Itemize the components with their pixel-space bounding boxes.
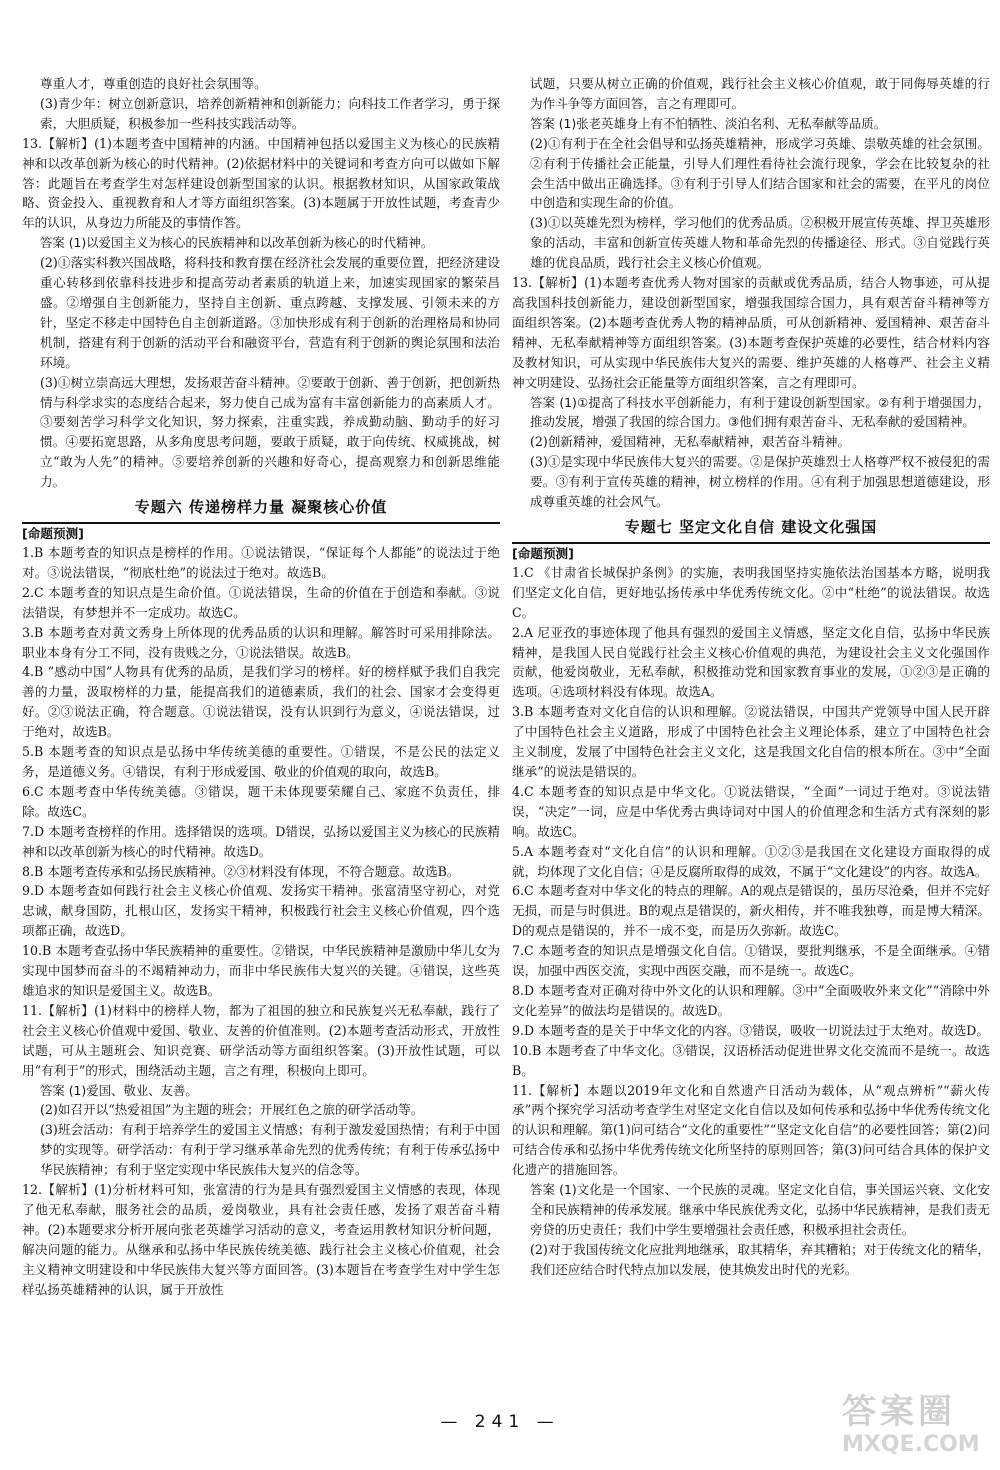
question-paragraph: 11.【解析】本题以2019年文化和自然遗产日活动为载体，从“观点辨析”“薪火传承”两个探究学习活动考查学生对坚定文化自信以及如何传承和弘扬中华优秀传统文化的认识和理解。第(1)问可结合“文化的重要性”“坚定文化自信”的必要性回答；第(2)问可结合传承和弘扬中华优秀传统文化所坚持的原则回答；第(3)问可结合具体的保护文化遗产的措施回答。 [512, 1082, 990, 1178]
indented-paragraph: 尊重人才，尊重创造的良好社会氛围等。 [40, 76, 267, 91]
question-paragraph: 5.A 本题考查对“文化自信”的认识和理解。①②③是我国在文化建设方面取得的成就，均体现了文化自信；④是反腐所取得的成效，不属于“文化建设”的内容。故选A。 [512, 843, 990, 879]
question-paragraph: 2.A 尼亚孜的事迹体现了他具有强烈的爱国主义情感，坚定文化自信，弘扬中华民族精神，是我国人民自觉践行社会主义核心价值观的典范，为建设社会主义文化强国作贡献，他爱岗敬业，无私奉献，积极推动党和国家教育事业的发展，①②③是正确的选项。④选项材料没有体现。故选A。 [512, 624, 990, 700]
section-heading: 专题六 传递榜样力量 凝聚核心价值 [134, 498, 388, 517]
answer-paragraph: 答案 (1)文化是一个国家、一个民族的灵魂。坚定文化自信，事关国运兴衰、文化安全和民族精神的传承发展。继承中华民族优秀文化，弘扬中华民族精神，是我们责无旁贷的历史责任；我们中学生要增强社会责任感，积极承担社会责任。 [530, 1182, 990, 1237]
watermark-logo [842, 1392, 990, 1464]
right-column [512, 74, 990, 1280]
answer-paragraph: 答案 (1)爱国、敬业、友善。 [40, 1082, 198, 1098]
indented-paragraph: 试题，只要从树立正确的价值观，践行社会主义核心价值观，敢于同侮辱英雄的行为作斗争等方面回答，言之有理即可。 [530, 76, 990, 111]
indented-paragraph: (3)①树立崇高远大理想，发扬艰苦奋斗精神。②要敢于创新、善于创新，把创新热情与科学求实的态度结合起来，努力使自己成为富有丰富创新能力的高素质人才。③要刻苦学习科学文化知识，努力探索，注重实践，养成勤动脑、勤动手的好习惯。④要拓宽思路，从多角度思考问题，要敢于质疑，敢于向传统、权威挑战，树立“敢为人先”的精神。⑤要培养创新的兴趣和好奇心，提高观察力和创新思维能力。 [40, 374, 500, 490]
question-paragraph: 3.B 本题考查对黄文秀身上所体现的优秀品质的认识和理解。解答时可采用排除法。职业本身有分工不同，没有贵贱之分，①说法错误。故选B。 [22, 624, 500, 660]
watermark-top-text: 答案圈 [842, 1392, 956, 1432]
question-paragraph: 13.【解析】(1)本题考查优秀人物对国家的贡献或优秀品质，结合人物事迹，可从提高我国科技创新能力，建设创新型国家，增强我国综合国力，具有艰苦奋斗精神等方面组织答案。(2)本题考查优秀人物的精神品质，可从创新精神、爱国精神、艰苦奋斗精神、无私奉献精神等方面组织答案。(3)本题考查保护英雄的必要性，结合材料内容及教材知识，可从实现中华民族伟大复兴的需要、维护英雄的人格尊严、社会主义精神文明建设、弘扬社会正能量等方面组织答案，言之有理即可。 [512, 275, 990, 390]
indented-paragraph: (2)对于我国传统文化应批判地继承，取其精华，弃其糟粕；对于传统文化的精华，我们还应结合时代特点加以发展，使其焕发出时代的光彩。 [530, 1241, 990, 1277]
indented-paragraph: (2)①有利于在全社会倡导和弘扬英雄精神，形成学习英雄、崇敬英雄的社会氛围。②有利于传播社会正能量，引导人们理性看待社会流行现象，学会在比较复杂的社会生活中做出正确选择。③有利于引导人们结合国家和社会的需要，在平凡的岗位中创造和实现生命的价值。 [530, 135, 990, 211]
question-paragraph: 1.B 本题考查的知识点是榜样的作用。①说法错误，“保证每个人都能”的说法过于绝对。③说法错误，“彻底杜绝”的说法过于绝对。故选B。 [22, 545, 500, 580]
question-paragraph: 4.B “感动中国”人物具有优秀的品质，是我们学习的榜样。好的榜样赋予我们自我完善的力量，汲取榜样的力量，能提高我们的道德素质，我们的社会、国家才会变得更好。②③说法正确，符合题意。①说法错误，没有认识到行为意义，④说法错误，过于绝对，故选B。 [22, 664, 500, 740]
question-paragraph: 12.【解析】(1)分析材料可知，张富清的行为是具有强烈爱国主义情感的表现，体现了他无私奉献，服务社会的品质，爱岗敬业，具有社会责任感，发扬了艰苦奋斗精神。(2)本题要求分析开展向张老英雄学习活动的意义，考查运用教材知识分析问题，解决问题的能力。从继承和弘扬中华民族传统美德、践行社会主义核心价值观，社会主义精神文明建设和中华民族伟大复兴等方面回答。(3)本题旨在考查学生对中学生怎样弘扬英雄精神的认识，属于开放性 [22, 1182, 500, 1297]
subsection-label: [命题预测] [512, 542, 990, 563]
answer-paragraph: 答案 (1)张老英雄身上有不怕牺牲、淡泊名利、无私奉献等品质。 [530, 115, 887, 131]
question-paragraph: 6.C 本题考查中华传统美德。③错误，题干未体现要荣耀自己、家庭不负责任，排除。故选C。 [22, 783, 500, 819]
indented-paragraph: (2)创新精神，爱国精神，无私奉献精神，艰苦奋斗精神。 [530, 434, 851, 450]
question-paragraph: 7.C 本题考查的知识点是增强文化自信。①错误，要批判继承，不是全面继承。④错误，加强中西医交流，实现中西医交融，而不是统一。故选C。 [512, 943, 990, 979]
indented-paragraph: (3)班会活动：有利于培养学生的爱国主义情感；有利于激发爱国热情；有利于中国梦的实现等。研学活动：有利于学习继承革命先烈的优秀传统；有利于传承弘扬中华民族精神；有利于坚定实现中华民族伟大复兴的信念等。 [40, 1122, 500, 1178]
watermark-bottom-text: MXQE.COM [842, 1432, 980, 1457]
answer-paragraph: 答案 (1)①提高了科技水平创新能力，有利于建设创新型国家。②有利于增强国力，推动发展，增强了我国的综合国力。③他们拥有艰苦奋斗、无私奉献的爱国精神。 [530, 394, 990, 430]
question-paragraph: 3.B 本题考查对文化自信的认识和理解。②说法错误，中国共产党领导中国人民开辟了中国特色社会主义道路，形成了中国特色社会主义理论体系，建立了中国特色社会主义制度，发展了中国特色社会主义文化，这是我国文化自信的根本所在。③中“全面继承”的说法是错误的。 [512, 704, 990, 779]
question-paragraph: 11.【解析】(1)材料中的榜样人物，都为了祖国的独立和民族复兴无私奉献，践行了社会主义核心价值观中爱国、敬业、友善的价值准则。(2)本题考查活动形式，开放性试题，可从主题班会、知识竞赛、研学活动等方面组织答案。(3)开放性试题，可以用“有利于”的形式，围绕活动主题，言之有理，积极向上即可。 [22, 1002, 500, 1078]
page-number: — 241 — [440, 1412, 560, 1432]
section-heading: 专题七 坚定文化自信 建设文化强国 [624, 517, 878, 536]
indented-paragraph: (2)①落实科教兴国战略，将科技和教育摆在经济社会发展的重要位置，把经济建设重心转移到依靠科技进步和提高劳动者素质的轨道上来，加速实现国家的繁荣昌盛。②增强自主创新能力，坚持自主创新、重点跨越、支撑发展、引领未来的方针，坚定不移走中国特色自主创新道路。③加快形成有利于创新的治理格局和协同机制，搭建有利于创新的活动平台和融资平台，营造有利于创新的舆论氛围和法治环境。 [40, 255, 500, 370]
question-paragraph: 2.C 本题考查的知识点是生命价值。①说法错误，生命的价值在于创造和奉献。③说法错误，有梦想并不一定成功。故选C。 [22, 584, 500, 620]
indented-paragraph: (3)青少年：树立创新意识，培养创新精神和创新能力；向科技工作者学习，勇于探索，大胆质疑，积极参加一些科技实践活动等。 [40, 95, 500, 131]
question-paragraph: 13.【解析】(1)本题考查中国精神的内涵。中国精神包括以爱国主义为核心的民族精神和以改革创新为核心的时代精神。(2)依据材料中的关键词和考查方向可以做如下解答：此题旨在考查学生对怎样建设创新型国家的认识。根据教材知识，从国家政策战略、资金投入、重视教育和人才等方面组织答案。(3)本题属于开放性试题，考查青少年的认识，从身边力所能及的事情作答。 [22, 135, 500, 231]
question-paragraph: 9.D 本题考查的是关于中华文化的内容。③错误，吸收一切说法过于太绝对。故选D。 [512, 1022, 989, 1038]
question-paragraph: 10.B 本题考查弘扬中华民族精神的重要性。②错误，中华民族精神是激励中华儿女为实现中国梦而奋斗的不竭精神动力，而非中华民族伟大复兴的关键。④错误，这些英雄追求的知识是爱国主义。故选B。 [22, 943, 500, 998]
question-paragraph: 7.D 本题考查榜样的作用。选择错误的选项。D错误，弘扬以爱国主义为核心的民族精神和以改革创新为核心的时代精神。故选D。 [22, 823, 500, 859]
indented-paragraph: (3)①是实现中华民族伟大复兴的需要。②是保护英雄烈士人格尊严权不被侵犯的需要。③有利于宣传英雄的精神，树立榜样的作用。④有利于加强思想道德建设，形成尊重英雄的社会风气。 [530, 454, 990, 510]
question-paragraph: 8.B 本题考查传承和弘扬民族精神。②③材料没有体现，不符合题意。故选B。 [22, 863, 460, 879]
subsection-label: [命题预测] [22, 522, 500, 543]
question-paragraph: 8.D 本题考查对正确对待中外文化的认识和理解。③中“全面吸收外来文化”“消除中外文化差异”的做法均是错误的。故选D。 [512, 982, 990, 1018]
indented-paragraph: (3)①以英雄先烈为榜样，学习他们的优秀品质。②积极开展宣传英雄、捍卫英雄形象的活动，丰富和创新宣传英雄人物和革命先烈的传播途径、形式。③自觉践行英雄的优良品质，践行社会主义核心价值观。 [530, 215, 990, 271]
left-column [22, 74, 500, 1299]
question-paragraph: 5.B 本题考查的知识点是弘扬中华传统美德的重要性。①错误，不是公民的法定义务，是道德义务。④错误，有利于形成爱国、敬业的价值观的取向，故选B。 [22, 744, 500, 779]
question-paragraph: 9.D 本题考查如何践行社会主义核心价值观、发扬实干精神。张富清坚守初心，对党忠诚，献身国防，扎根山区，发扬实干精神，积极践行社会主义核心价值观，四个选项都正确，故选D。 [22, 883, 500, 939]
question-paragraph: 1.C 《甘肃省长城保护条例》的实施，表明我国坚持实施依法治国基本方略，说明我们坚定文化自信，更好地弘扬传承中华优秀传统文化。②中“杜绝”的说法错误。故选C。 [512, 564, 990, 620]
question-paragraph: 6.C 本题考查对中华文化的特点的理解。A的观点是错误的，虽历尽沧桑，但并不完好无损，而是与时俱进。B的观点是错误的，新火相传，并不唯我独尊，而是博大精深。D的观点是错误的，并不一成不变，而是历久弥新。故选C。 [512, 883, 990, 939]
answer-paragraph: 答案 (1)以爱国主义为核心的民族精神和以改革创新为核心的时代精神。 [40, 235, 434, 251]
question-paragraph: 4.C 本题考查的知识点是中华文化。①说法错误，“全面”一词过于绝对。③说法错误，“决定”一词，应是中华优秀古典诗词对中国人的价值理念和生活方式有深刻的影响。故选C。 [512, 783, 990, 839]
question-paragraph: 10.B 本题考查了中华文化。③错误，汉语桥活动促进世界文化交流而不是统一。故选B。 [512, 1042, 990, 1078]
indented-paragraph: (2)如召开以“热爱祖国”为主题的班会；开展红色之旅的研学活动等。 [40, 1102, 424, 1118]
